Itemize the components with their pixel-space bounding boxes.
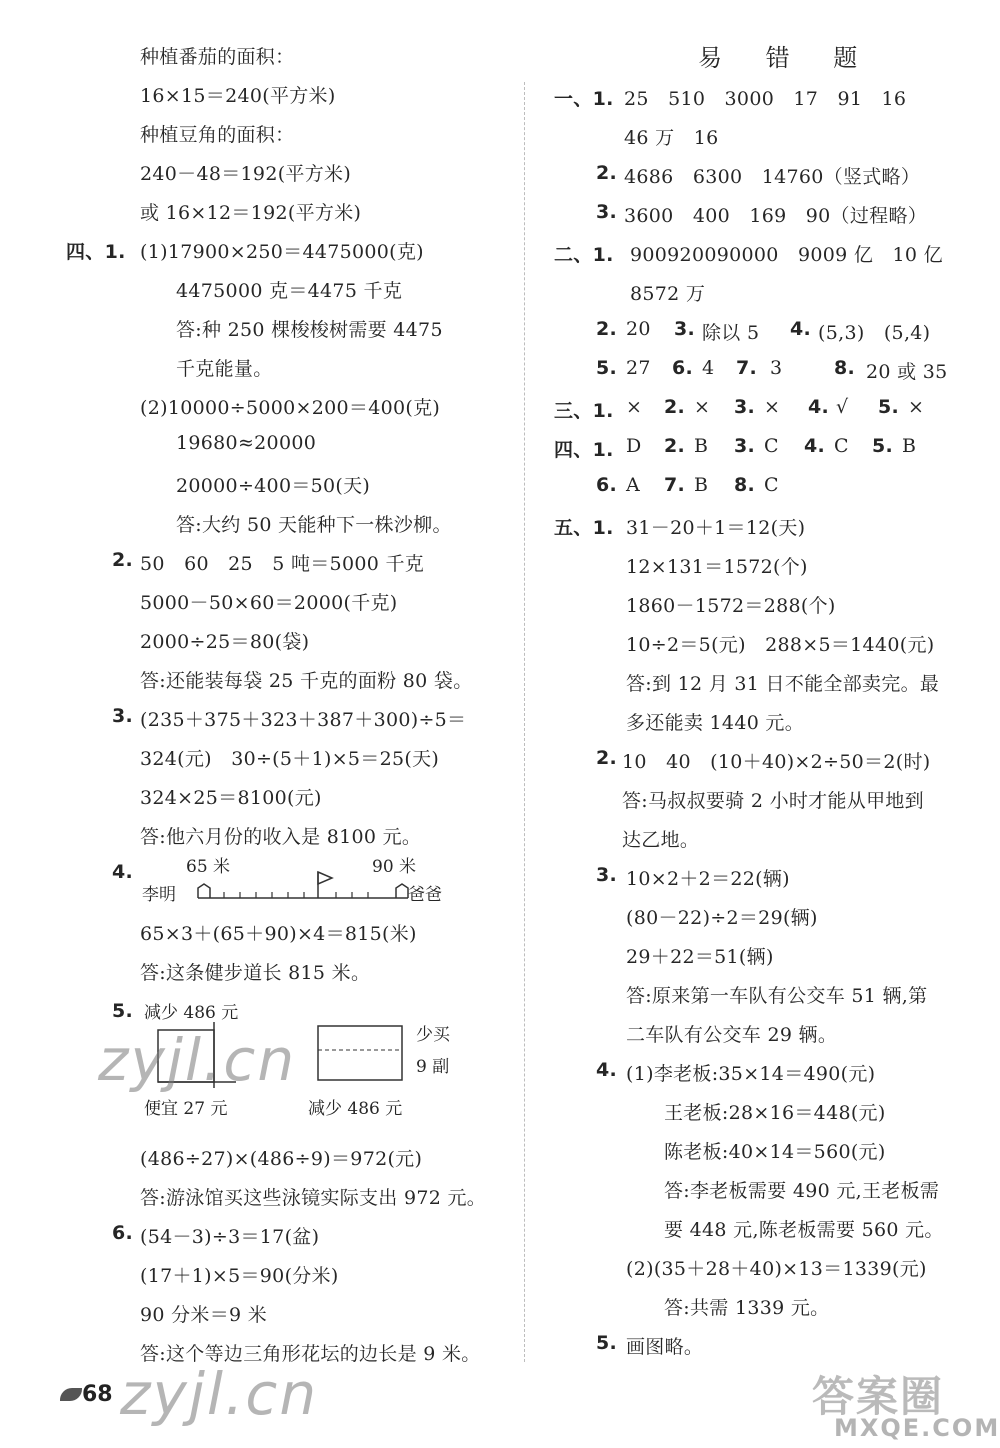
answer-line: 答:种 250 棵梭梭树需要 4475 (176, 319, 443, 341)
answer-line: 324(元) 30÷(5＋1)×5＝25(天) (140, 748, 440, 770)
section-title: 易 错 题 (698, 44, 876, 72)
answer-line: 31－20＋1＝12(天) (626, 517, 806, 539)
question-marker: 2. (596, 747, 618, 769)
question-marker: 4. (804, 435, 826, 457)
house-icon (396, 884, 408, 898)
answer-line: 65×3＋(65＋90)×4＝815(米) (140, 923, 417, 945)
answer-line: 324×25＝8100(元) (140, 787, 322, 809)
question-marker: 6. (672, 357, 694, 379)
answer-line: 二车队有公交车 29 辆。 (626, 1024, 838, 1046)
question-marker: 5. (878, 396, 900, 418)
answer-line: 25 510 3000 17 91 16 (624, 88, 907, 110)
answer-line: 2000÷25＝80(袋) (140, 631, 310, 653)
answer-line: (17＋1)×5＝90(分米) (140, 1265, 339, 1287)
flag-icon (318, 872, 332, 884)
answer-line: 20 (626, 318, 651, 340)
answer-line: × (764, 396, 781, 418)
answer-line: × (908, 396, 925, 418)
answer-line: 答:大约 50 天能种下一株沙柳。 (176, 514, 452, 536)
question-marker: 3. (596, 864, 618, 886)
question-marker: 4. (808, 396, 830, 418)
left-person-label: 李明 (142, 885, 176, 905)
question-marker: 4. (596, 1059, 618, 1081)
answer-line: 多还能卖 1440 元。 (626, 712, 805, 734)
road-ticks (224, 892, 368, 898)
question-marker: 2. (596, 162, 618, 184)
answer-line: 王老板:28×16＝448(元) (664, 1102, 886, 1124)
question-marker: 四、1. (554, 439, 614, 461)
answer-line: × (694, 396, 711, 418)
distance-diagram (140, 850, 470, 914)
fig-bottom-right-label: 减少 486 元 (308, 1099, 403, 1119)
question-marker: 6. (596, 474, 618, 496)
question-marker: 3. (674, 318, 696, 340)
answer-line: 陈老板:40×14＝560(元) (664, 1141, 886, 1163)
question-marker: 5. (596, 357, 618, 379)
answer-line: 27 (626, 357, 651, 379)
answer-line: 5000－50×60＝2000(千克) (140, 592, 398, 614)
answer-line: 除以 5 (702, 322, 760, 344)
right-person-label: 爸爸 (408, 885, 442, 905)
answer-line: 90 分米＝9 米 (140, 1304, 268, 1326)
answer-line: 答:李老板需要 490 元,王老板需 (664, 1180, 940, 1202)
answer-line: 19680≈20000 (176, 432, 317, 454)
answer-line: D (626, 435, 642, 457)
answer-line: 8572 万 (630, 283, 706, 305)
question-marker: 8. (834, 357, 856, 379)
answer-line: 答:到 12 月 31 日不能全部卖完。最 (626, 673, 940, 695)
question-marker: 2. (664, 435, 686, 457)
question-marker: 三、1. (554, 400, 614, 422)
answer-line: × (626, 396, 643, 418)
answer-line: 900920090000 9009 亿 10 亿 (630, 244, 943, 266)
question-marker: 3. (734, 396, 756, 418)
right-distance-label: 90 米 (372, 857, 417, 877)
question-marker: 8. (734, 474, 756, 496)
question-marker: 4. (790, 318, 812, 340)
question-marker: 6. (112, 1222, 134, 1244)
answer-site-logo (812, 1364, 1000, 1448)
answer-line: 画图略。 (626, 1336, 704, 1358)
watermark-zyjl: zyjl.cn (120, 1360, 319, 1428)
answer-line: C (764, 474, 779, 496)
answer-line: (54－3)÷3＝17(盆) (140, 1226, 320, 1248)
question-marker: 7. (736, 357, 758, 379)
column-divider (524, 82, 525, 1362)
answer-line: 50 60 25 5 吨＝5000 千克 (140, 553, 425, 575)
answer-line: 种植番茄的面积： (140, 46, 295, 68)
question-marker: 5. (596, 1332, 618, 1354)
answer-line: 10×2＋2＝22(辆) (626, 868, 790, 890)
page-number: 68 (82, 1382, 113, 1407)
answer-line: C (764, 435, 779, 457)
answer-line: 或 16×12＝192(平方米) (140, 202, 362, 224)
question-marker: 2. (112, 549, 134, 571)
fig-side-top-label: 少买 (416, 1025, 450, 1045)
answer-line: 达乙地。 (622, 829, 700, 851)
question-marker: 二、1. (554, 244, 614, 266)
logo-text: 答案圈 (812, 1372, 945, 1421)
answer-line: 3600 400 169 90（过程略） (624, 205, 928, 227)
answer-line: 要 448 元,陈老板需要 560 元。 (664, 1219, 944, 1241)
answer-line: B (694, 435, 709, 457)
right-rectangle (318, 1026, 402, 1080)
answer-line: 240－48＝192(平方米) (140, 163, 352, 185)
answer-line: √ (836, 396, 849, 418)
question-marker: 5. (112, 1000, 134, 1022)
question-marker: 2. (596, 318, 618, 340)
answer-line: 12×131＝1572(个) (626, 556, 808, 578)
answer-line: (486÷27)×(486÷9)＝972(元) (140, 1148, 423, 1170)
answer-line: 答:马叔叔要骑 2 小时才能从甲地到 (622, 790, 924, 812)
answer-line: (2)(35＋28＋40)×13＝1339(元) (626, 1258, 927, 1280)
answer-line: (80－22)÷2＝29(辆) (626, 907, 818, 929)
answer-line: (1)李老板:35×14＝490(元) (626, 1063, 876, 1085)
answer-line: 46 万 16 (624, 127, 719, 149)
answer-line: (5,3) (5,4) (818, 322, 931, 344)
answer-line: 20000÷400＝50(天) (176, 475, 371, 497)
fig-side-bottom-label: 9 副 (416, 1057, 450, 1077)
answer-line: 10 40 (10＋40)×2÷50＝2(时) (622, 751, 931, 773)
leaf-icon (60, 1388, 82, 1401)
fig-top-label: 减少 486 元 (144, 1003, 239, 1023)
question-marker: 五、1. (554, 517, 614, 539)
question-marker: 3. (112, 705, 134, 727)
answer-line: 4 (702, 357, 715, 379)
answer-line: 10÷2＝5(元) 288×5＝1440(元) (626, 634, 935, 656)
answer-line: B (902, 435, 917, 457)
left-distance-label: 65 米 (186, 857, 231, 877)
answer-line: 千克能量。 (176, 358, 273, 380)
answer-line: 16×15＝240(平方米) (140, 85, 336, 107)
answer-line: 20 或 35 (866, 361, 948, 383)
answer-line: C (834, 435, 849, 457)
answer-line: 4686 6300 14760（竖式略） (624, 166, 921, 188)
question-marker: 3. (734, 435, 756, 457)
answer-line: 答:还能装每袋 25 千克的面粉 80 袋。 (140, 670, 473, 692)
answer-line: 29＋22＝51(辆) (626, 946, 774, 968)
answer-line: 4475000 克＝4475 千克 (176, 280, 403, 302)
answer-line: 3 (770, 357, 783, 379)
logo-url: MXQE.COM (834, 1414, 1000, 1442)
question-marker: 4. (112, 861, 134, 883)
question-marker: 一、1. (554, 88, 614, 110)
question-marker: 2. (664, 396, 686, 418)
answer-line: 1860－1572＝288(个) (626, 595, 836, 617)
answer-line: (2)10000÷5000×200＝400(克) (140, 397, 441, 419)
answer-line: (1)17900×250＝4475000(克) (140, 241, 424, 263)
answer-line: A (626, 474, 641, 496)
answer-line: 种植豆角的面积： (140, 124, 295, 146)
answer-line: 答:共需 1339 元。 (664, 1297, 830, 1319)
question-marker: 5. (872, 435, 894, 457)
question-marker: 四、1. (66, 241, 126, 263)
house-icon (198, 884, 210, 898)
question-marker: 7. (664, 474, 686, 496)
answer-line: B (694, 474, 709, 496)
answer-line: 答:原来第一车队有公交车 51 辆,第 (626, 985, 928, 1007)
watermark-zyjl: zyjl.cn (98, 1026, 297, 1094)
answer-line: 答:这条健步道长 815 米。 (140, 962, 371, 984)
answer-line: 答:他六月份的收入是 8100 元。 (140, 826, 422, 848)
fig-bottom-label: 便宜 27 元 (144, 1099, 228, 1119)
answer-line: (235＋375＋323＋387＋300)÷5＝ (140, 709, 467, 731)
question-marker: 3. (596, 201, 618, 223)
answer-line: 答:这个等边三角形花坛的边长是 9 米。 (140, 1343, 481, 1365)
answer-line: 答:游泳馆买这些泳镜实际支出 972 元。 (140, 1187, 487, 1209)
